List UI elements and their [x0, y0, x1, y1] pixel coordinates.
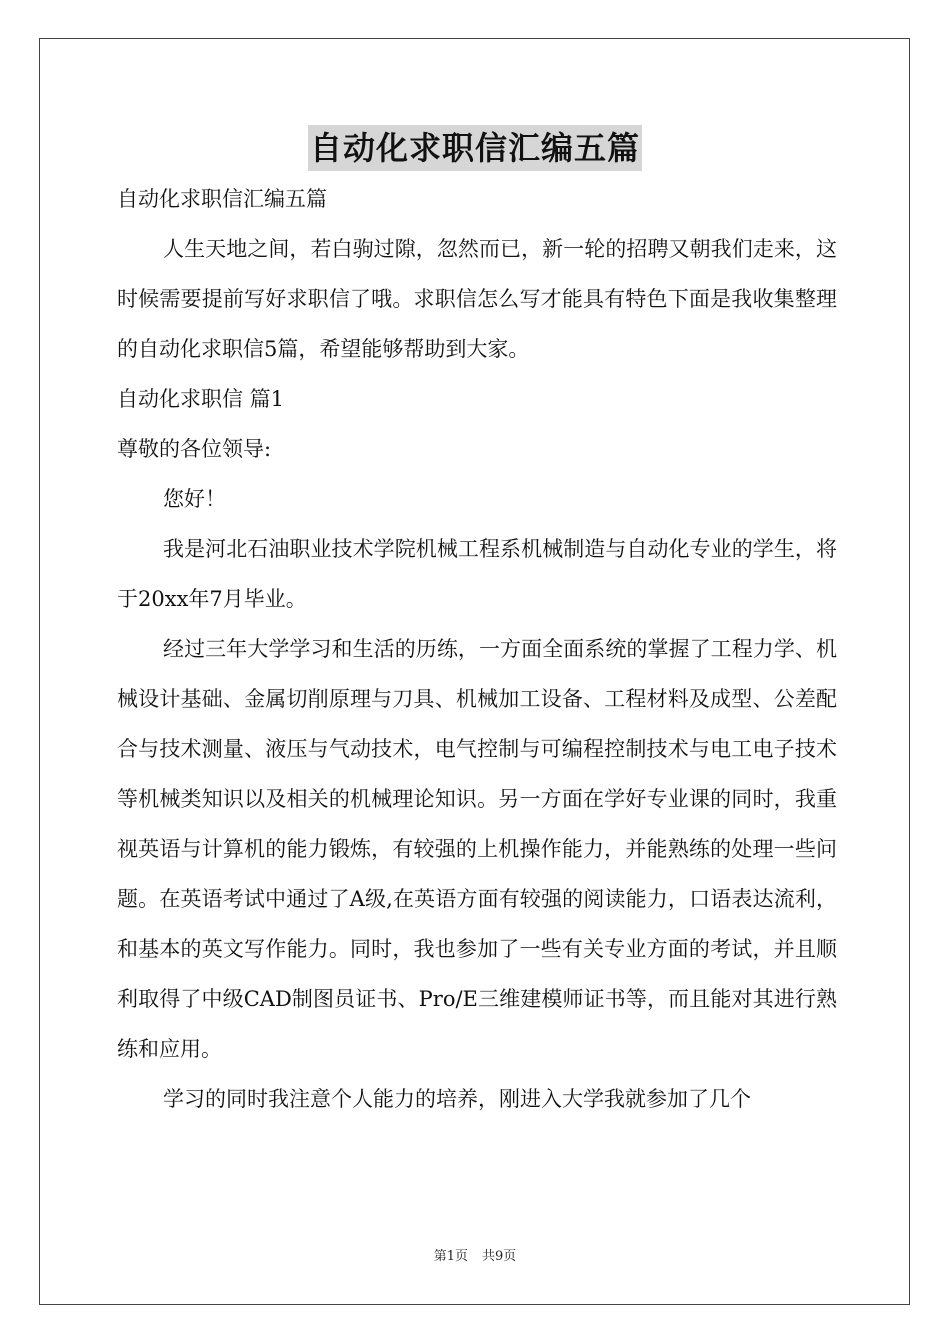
body-paragraph: 经过三年大学学习和生活的历练，一方面全面系统的掌握了工程力学、机械设计基础、金属切削原理与刀具、机械加工设备、工程材料及成型、公差配合与技术测量、液压与气动技术，电气控制与可编程控制技术与电工电子技术等机械类知识以及相关的机械理论知识。另一方面在学好专业课的同时，我重视英语与计算机的能力锻炼，有较强的上机操作能力，并能熟练的处理一些问题。在英语考试中通过了A级,在英语方面有较强的阅读能力，口语表达流利，和基本的英文写作能力。同时，我也参加了一些有关专业方面的考试，并且顺利取得了中级CAD制图员证书、Pro/E三维建模师证书等，而且能对其进行熟练和应用。 — [117, 637, 837, 1061]
page-footer — [0, 1245, 950, 1264]
section-heading: 自动化求职信 篇1 — [117, 387, 285, 411]
intro-paragraph: 人生天地之间，若白驹过隙，忽然而已，新一轮的招聘又朝我们走来，这时候需要提前写好求职信了哦。求职信怎么写才能具有特色下面是我收集整理的自动化求职信5篇，希望能够帮助到大家。 — [117, 237, 837, 361]
title-container — [0, 125, 950, 171]
salutation: 尊敬的各位领导: — [117, 437, 272, 461]
greeting: 您好！ — [163, 487, 226, 511]
subtitle-line: 自动化求职信汇编五篇 — [117, 187, 327, 211]
body-paragraph: 学习的同时我注意个人能力的培养，刚进入大学我就参加了几个 — [163, 1087, 751, 1111]
page-total: 共9页 — [482, 1249, 517, 1264]
body-paragraph: 我是河北石油职业技术学院机械工程系机械制造与自动化专业的学生，将于20xx年7月毕业。 — [117, 537, 837, 611]
document-body — [117, 174, 837, 1124]
document-title: 自动化求职信汇编五篇 — [308, 125, 642, 171]
page-number: 第1页 — [433, 1249, 468, 1264]
